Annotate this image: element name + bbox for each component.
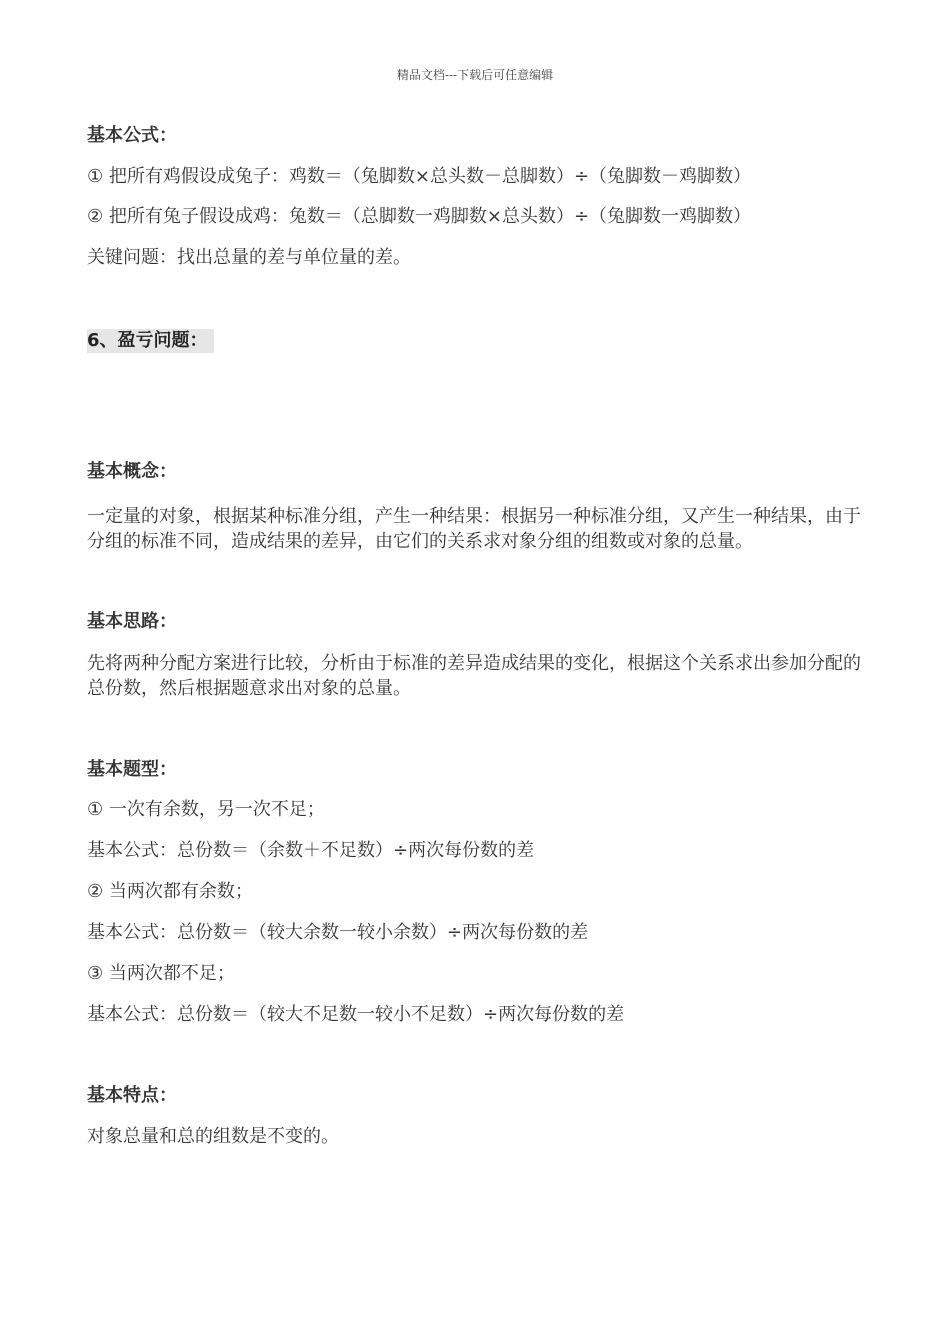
idea-paragraph: 先将两种分配方案进行比较，分析由于标准的差异造成结果的变化，根据这个关系求出参加分配的总份数，然后根据题意求出对象的总量。 xyxy=(87,653,861,699)
formula-heading: 基本公式： xyxy=(87,125,177,146)
page-header: 精品文档---下载后可任意编辑 xyxy=(396,68,554,82)
concept-heading: 基本概念： xyxy=(87,461,177,482)
formula-line-rabbit: ② 把所有兔子假设成鸡：兔数＝（总脚数一鸡脚数×总头数）÷（兔脚数一鸡脚数） xyxy=(87,206,752,227)
key-issue-text: 关键问题：找出总量的差与单位量的差。 xyxy=(87,247,411,268)
type-1-text: ① 一次有余数，另一次不足； xyxy=(87,799,325,820)
type-3-text: ③ 当两次都不足； xyxy=(87,963,235,984)
type-2-formula: 基本公式：总份数＝（较大余数一较小余数）÷两次每份数的差 xyxy=(87,922,589,943)
feature-text: 对象总量和总的组数是不变的。 xyxy=(87,1126,339,1147)
feature-heading: 基本特点： xyxy=(87,1085,177,1106)
idea-heading: 基本思路： xyxy=(87,611,177,632)
types-heading: 基本题型： xyxy=(87,759,177,780)
concept-paragraph: 一定量的对象，根据某种标准分组，产生一种结果：根据另一种标准分组，又产生一种结果，由于分组的标准不同，造成结果的差异，由它们的关系求对象分组的组数或对象的总量。 xyxy=(87,506,861,552)
type-2-text: ② 当两次都有余数； xyxy=(87,881,253,902)
section-title-surplus-deficit: 6、盈亏问题： xyxy=(87,329,214,353)
formula-line-chicken: ① 把所有鸡假设成兔子：鸡数＝（兔脚数×总头数－总脚数）÷（兔脚数－鸡脚数） xyxy=(87,166,752,187)
type-1-formula: 基本公式：总份数＝（余数＋不足数）÷两次每份数的差 xyxy=(87,840,535,861)
type-3-formula: 基本公式：总份数＝（较大不足数一较小不足数）÷两次每份数的差 xyxy=(87,1004,625,1025)
